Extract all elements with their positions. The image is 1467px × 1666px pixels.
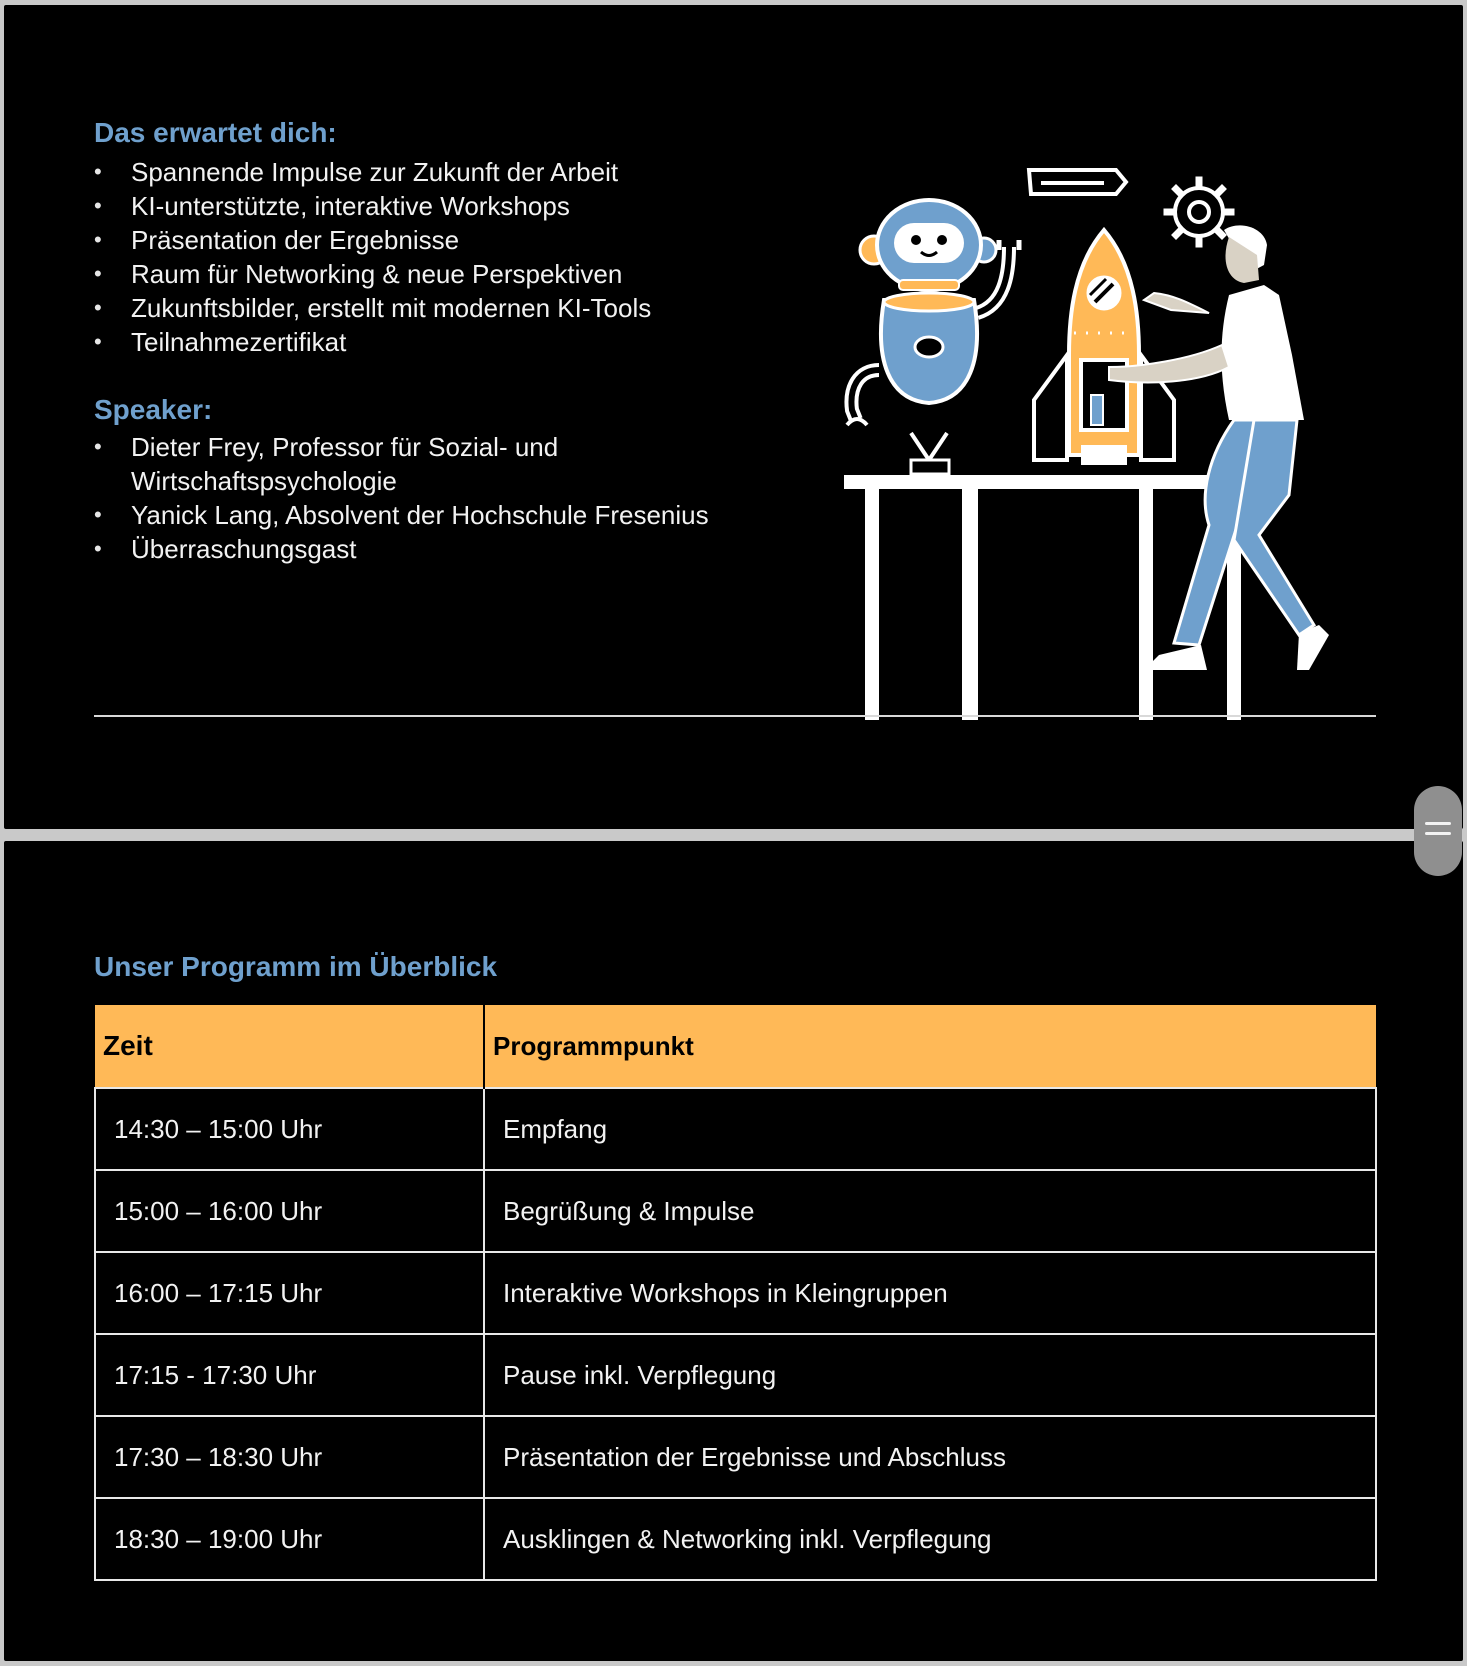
program-cell: Ausklingen & Networking inkl. Verpflegung	[484, 1498, 1376, 1580]
table-row	[95, 1252, 1376, 1334]
program-table	[94, 1005, 1377, 1581]
chat-bubble-icon	[1029, 170, 1126, 194]
time-cell: 18:30 – 19:00 Uhr	[95, 1498, 484, 1580]
time-cell: 14:30 – 15:00 Uhr	[95, 1088, 484, 1170]
program-cell: Pause inkl. Verpflegung	[484, 1334, 1376, 1416]
list-item: • Dieter Frey, Professor für Sozial- und Wirtschaftspsychologie	[94, 430, 794, 498]
list-item: • Teilnahmezertifikat	[94, 325, 651, 359]
page-resize-handle[interactable]	[1414, 786, 1462, 876]
time-cell: 15:00 – 16:00 Uhr	[95, 1170, 484, 1252]
divider-line	[94, 715, 1376, 717]
expectations-list	[94, 155, 651, 359]
robot-rocket-illustration	[819, 155, 1384, 720]
page-2	[4, 841, 1463, 1661]
program-heading: Unser Programm im Überblick	[94, 951, 498, 982]
table-shape	[844, 475, 1244, 720]
time-cell: 16:00 – 17:15 Uhr	[95, 1252, 484, 1334]
list-item: • Yanick Lang, Absolvent der Hochschule Fresenius	[94, 498, 794, 532]
table-row	[95, 1416, 1376, 1498]
table-row	[95, 1170, 1376, 1252]
list-item: • Überraschungsgast	[94, 532, 794, 566]
program-cell: Begrüßung & Impulse	[484, 1170, 1376, 1252]
program-cell: Präsentation der Ergebnisse und Abschluss	[484, 1416, 1376, 1498]
grip-line	[1425, 822, 1451, 825]
table-row	[95, 1334, 1376, 1416]
program-cell: Interaktive Workshops in Kleingruppen	[484, 1252, 1376, 1334]
list-item: • Raum für Networking & neue Perspektiven	[94, 257, 651, 291]
column-header-zeit: Zeit	[95, 1005, 484, 1088]
list-item: • Spannende Impulse zur Zukunft der Arbeit	[94, 155, 651, 189]
speaker-heading: Speaker:	[94, 394, 213, 425]
list-item: • Zukunftsbilder, erstellt mit modernen KI-Tools	[94, 291, 651, 325]
column-header-programmpunkt: Programmpunkt	[484, 1005, 1376, 1088]
table-row	[95, 1498, 1376, 1580]
time-cell: 17:30 – 18:30 Uhr	[95, 1416, 484, 1498]
time-cell: 17:15 - 17:30 Uhr	[95, 1334, 484, 1416]
speaker-list	[94, 430, 794, 566]
robot-figure	[847, 200, 1019, 474]
program-cell: Empfang	[484, 1088, 1376, 1170]
page-1	[4, 5, 1463, 829]
table-row	[95, 1088, 1376, 1170]
gear-icon	[1167, 180, 1231, 244]
expectations-heading: Das erwartet dich:	[94, 117, 337, 148]
grip-line	[1425, 832, 1451, 835]
list-item: • Präsentation der Ergebnisse	[94, 223, 651, 257]
table-header-row	[95, 1005, 1376, 1088]
list-item: • KI-unterstützte, interaktive Workshops	[94, 189, 651, 223]
rocket-figure	[1034, 230, 1174, 465]
